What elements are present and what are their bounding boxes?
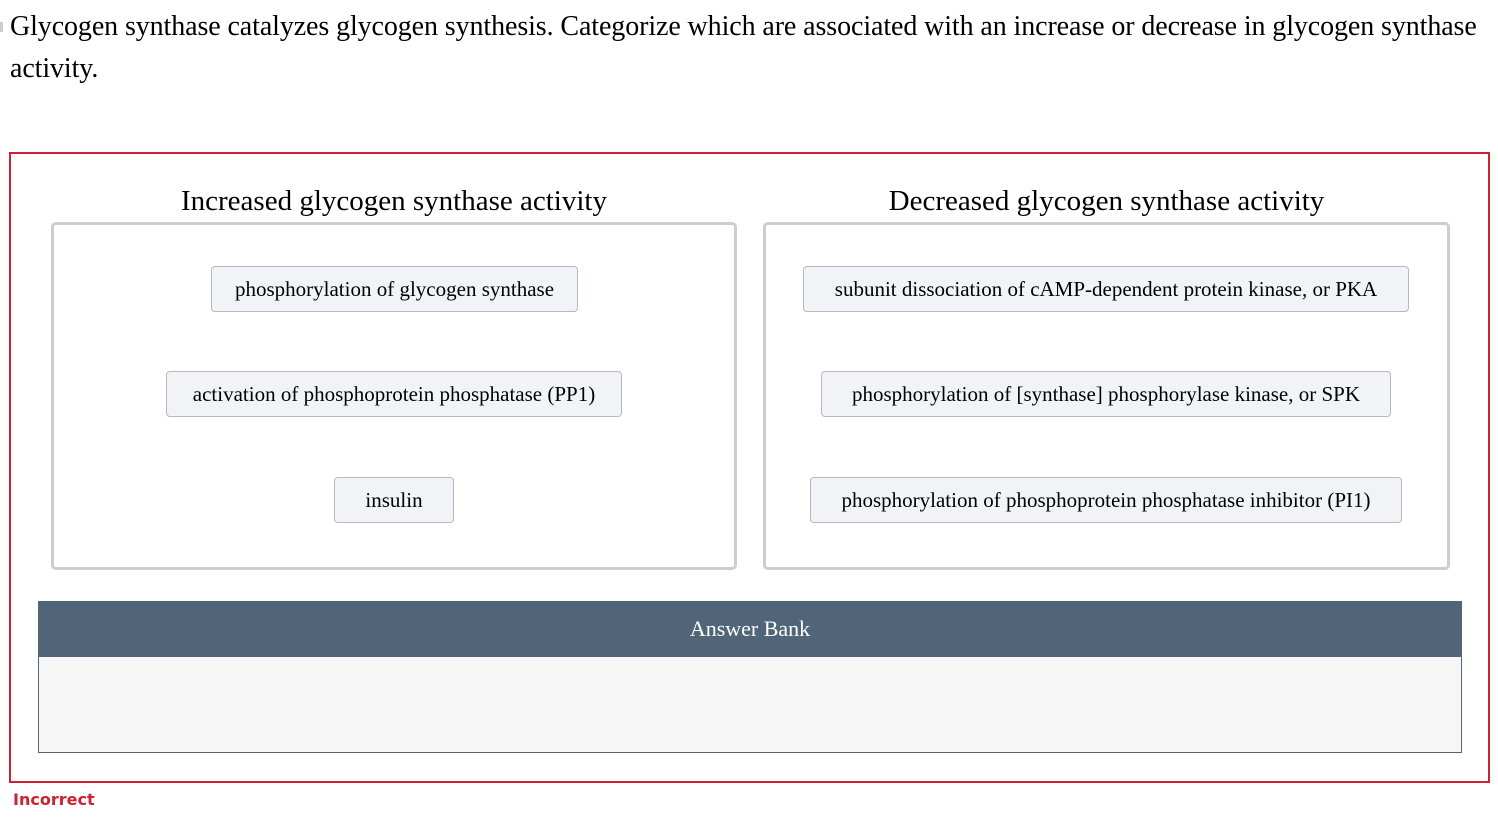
decreased-drop-zone[interactable] [763,222,1450,570]
answer-chip[interactable]: phosphorylation of glycogen synthase [211,266,578,312]
answer-chip[interactable]: insulin [334,477,454,523]
question-text: Glycogen synthase catalyzes glycogen synthesis. Categorize which are associated with an increase or decrease in glycogen synthase activity. [10,11,1477,84]
answer-chip[interactable]: activation of phosphoprotein phosphatase (PP1) [166,371,622,417]
status-message: Incorrect [13,790,95,809]
answer-chip[interactable]: subunit dissociation of cAMP-dependent protein kinase, or PKA [803,266,1409,312]
answer-chip[interactable]: phosphorylation of [synthase] phosphorylase kinase, or SPK [821,371,1391,417]
increased-drop-zone[interactable] [51,222,737,570]
increased-column-title: Increased glycogen synthase activity [181,185,607,217]
answer-bank-header: Answer Bank [38,601,1462,657]
question-marker [0,22,3,32]
answer-bank-drop-zone[interactable] [38,657,1462,753]
decreased-column-title: Decreased glycogen synthase activity [888,185,1325,217]
answer-chip[interactable]: phosphorylation of phosphoprotein phosphatase inhibitor (PI1) [810,477,1402,523]
